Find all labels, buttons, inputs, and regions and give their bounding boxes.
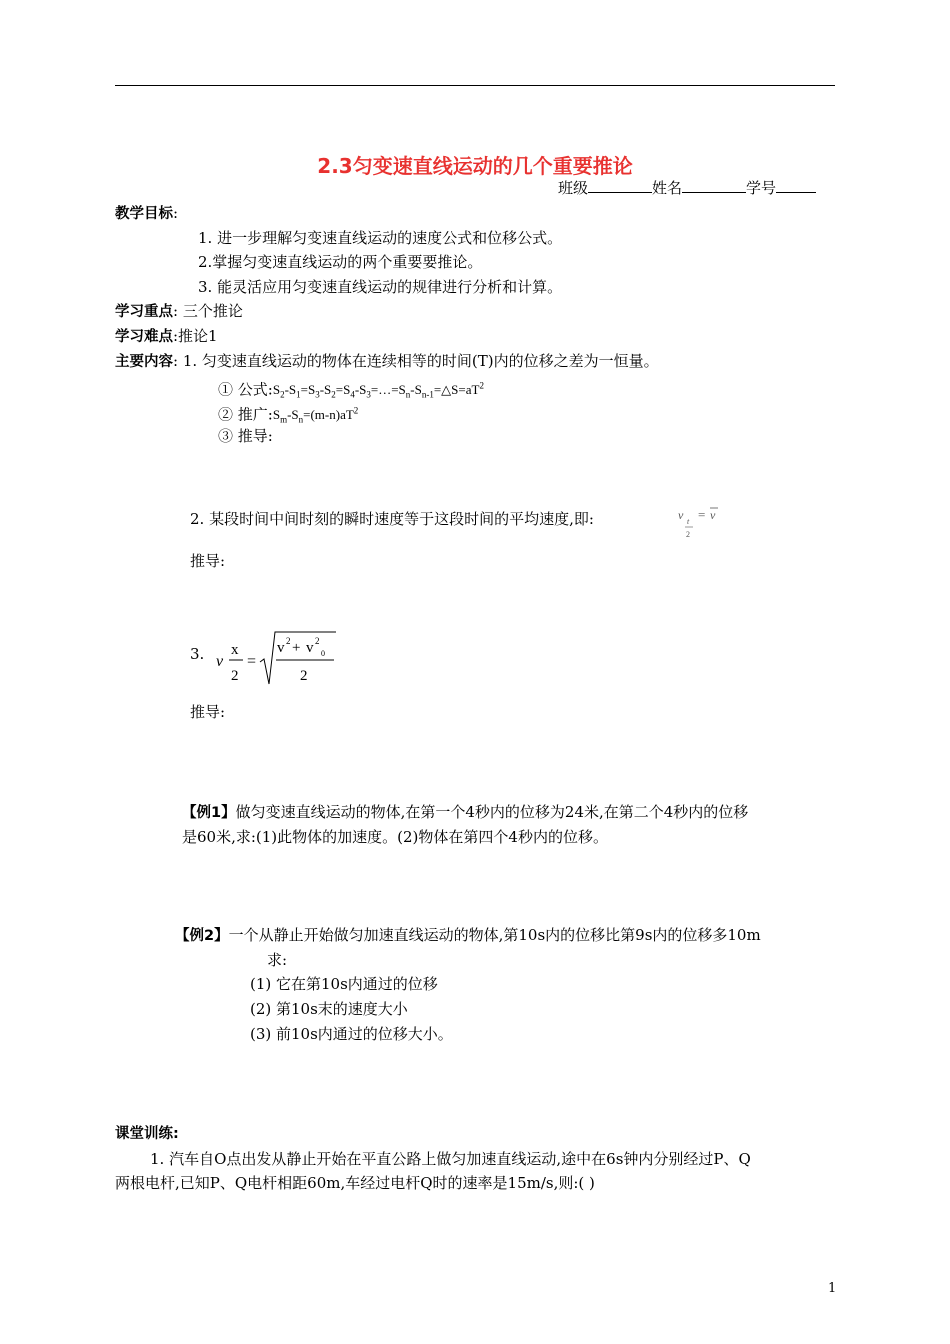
svg-text:x: x bbox=[231, 642, 239, 658]
svg-text:v: v bbox=[710, 508, 716, 522]
example2-item-1: (1) 它在第10s内通过的位移 bbox=[250, 975, 438, 993]
number-blank[interactable] bbox=[776, 178, 816, 193]
main-content-heading: 主要内容 bbox=[115, 354, 173, 370]
example2-tag: 【例2】 bbox=[175, 928, 229, 944]
number-label: 学号 bbox=[746, 179, 777, 197]
key-point-heading: 学习重点 bbox=[115, 304, 173, 320]
svg-text:2: 2 bbox=[686, 530, 690, 539]
extend-expression: $S_m-S_n=(m-n)aT^2$ bbox=[272, 406, 359, 425]
page-title: 2.3匀变速直线运动的几个重要推论 bbox=[317, 154, 633, 178]
svg-text:=: = bbox=[247, 653, 257, 670]
svg-text:+: + bbox=[292, 640, 301, 656]
derive-label-3: 推导: bbox=[190, 703, 226, 721]
page-number: 1 bbox=[828, 1281, 837, 1296]
practice-heading: 课堂训练: bbox=[115, 1126, 179, 1142]
difficulty-text: :推论1 bbox=[173, 327, 218, 345]
example1-line1 bbox=[182, 802, 748, 823]
class-label: 班级 bbox=[558, 179, 589, 197]
example2-item-3: (3) 前10s内通过的位移大小。 bbox=[250, 1025, 453, 1043]
goals-colon: : bbox=[173, 204, 179, 222]
svg-text:v: v bbox=[306, 640, 314, 656]
svg-text:v: v bbox=[678, 508, 684, 522]
student-info bbox=[558, 178, 816, 198]
difficulty-line bbox=[115, 326, 218, 347]
derive-label-2: 推导: bbox=[190, 552, 226, 570]
practice-q1-line2: 两根电杆,已知P、Q电杆相距60m,车经过电杆Q时的速率是15m/s,则:( ) bbox=[115, 1174, 595, 1192]
svg-text:v: v bbox=[216, 653, 224, 670]
example2-text1: 一个从静止开始做匀加速直线运动的物体,第10s内的位移比第9s内的位移多10m bbox=[228, 926, 761, 944]
goal-item-1: 1. 进一步理解匀变速直线运动的速度公式和位移公式。 bbox=[198, 229, 563, 247]
svg-text:=: = bbox=[698, 507, 706, 522]
example1-text1: 做匀变速直线运动的物体,在第一个4秒内的位移为24米,在第二个4秒内的位移 bbox=[235, 803, 749, 821]
svg-text:2: 2 bbox=[231, 668, 239, 684]
name-blank[interactable] bbox=[682, 178, 746, 193]
key-point-line bbox=[115, 301, 243, 322]
example1-tag: 【例1】 bbox=[182, 805, 236, 821]
formula-label: ① 公式: bbox=[218, 380, 273, 399]
item2-text: 2. 某段时间中间时刻的瞬时速度等于这段时间的平均速度,即: bbox=[190, 510, 594, 528]
main-content-line bbox=[115, 351, 659, 372]
goal-item-3: 3. 能灵活应用匀变速直线运动的规律进行分析和计算。 bbox=[198, 278, 563, 296]
example2-line1 bbox=[175, 925, 761, 946]
svg-text:2: 2 bbox=[300, 668, 308, 684]
mid-position-velocity-formula bbox=[214, 628, 344, 690]
example1-line2: 是60米,求:(1)此物体的加速度。(2)物体在第四个4秒内的位移。 bbox=[182, 828, 608, 846]
difficulty-heading: 学习难点 bbox=[115, 329, 173, 345]
goal-item-2: 2.掌握匀变速直线运动的两个重要要推论。 bbox=[198, 253, 483, 271]
name-label: 姓名 bbox=[652, 179, 683, 197]
header-rule bbox=[115, 85, 835, 86]
derive-label-1: ③ 推导: bbox=[218, 427, 273, 445]
svg-text:2: 2 bbox=[315, 636, 320, 646]
formula-expression: $S_2-S_1=S_3-S_2=S_4-S_3=\dots=S_n-S_{n-1}=\triangle S=aT^2$ bbox=[272, 381, 484, 400]
key-point-text: : 三个推论 bbox=[173, 302, 243, 320]
svg-text:2: 2 bbox=[286, 636, 291, 646]
main-content-item1: : 1. 匀变速直线运动的物体在连续相等的时间(T)内的位移之差为一恒量。 bbox=[173, 352, 659, 370]
svg-text:v: v bbox=[277, 640, 285, 656]
example2-item-2: (2) 第10s末的速度大小 bbox=[250, 1000, 408, 1018]
extend-label: ② 推广: bbox=[218, 405, 273, 424]
practice-q1-line1: 1. 汽车自O点出发从静止开始在平直公路上做匀加速直线运动,途中在6s钟内分别经过P、Q bbox=[150, 1150, 751, 1168]
class-blank[interactable] bbox=[588, 178, 652, 193]
svg-text:0: 0 bbox=[321, 649, 325, 658]
svg-text:t: t bbox=[687, 517, 690, 526]
goals-heading: 教学目标 bbox=[115, 206, 173, 222]
example2-line2: 求: bbox=[267, 951, 288, 969]
goals-heading-line bbox=[115, 203, 178, 224]
item3-number: 3. bbox=[190, 645, 205, 663]
mid-time-velocity-formula bbox=[674, 502, 726, 544]
